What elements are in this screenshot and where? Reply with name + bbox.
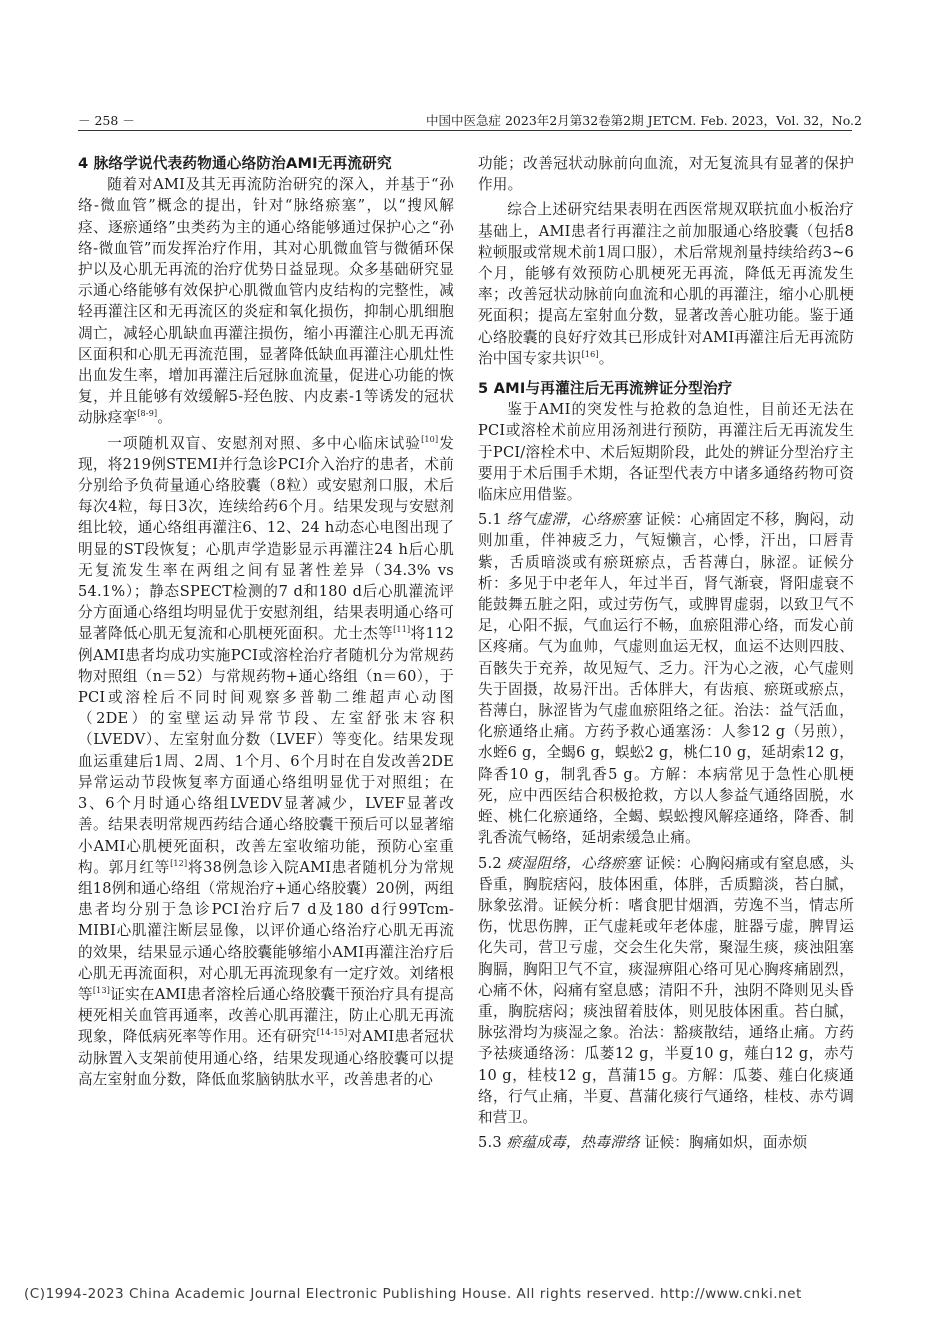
section-heading-4: 4 脉络学说代表药物通心络防治AMI无再流研究 [78, 155, 392, 172]
citation[interactable]: [16] [581, 349, 599, 359]
left-column [78, 153, 454, 1090]
citation[interactable]: [11] [393, 625, 411, 635]
syndrome-title: 络气虚滞，心络瘀塞 [506, 511, 641, 529]
citation[interactable]: [14-15] [316, 1028, 348, 1038]
journal-header: 中国中医急症 2023年2月第32卷第2期 JETCM. Feb. 2023，Vol. 32，No.2 [426, 113, 862, 128]
subsection-5-1: 5.1 络气虚滞，心络瘀塞 证候：心痛固定不移，胸闷，动则加重，伴神疲乏力，气短懒言，心悸，汗出，口唇青紫，舌质暗淡或有瘀斑瘀点，舌苔薄白，脉涩。证候分析：多见于中老年人，年过半百，肾气渐衰，肾阳虚衰不能鼓舞五脏之阳，或过劳伤气，或脾胃虚弱，以致卫气不足，心阳不振，气血运行不畅，血瘀阻滞心络，而发心前区疼痛。气为血帅，气虚则血运无权，血运不达则四肢、百骸失于充养，故见短气、乏力。汗为心之液，心气虚则失于固摄，故易汗出。舌体胖大，有齿痕、瘀斑或瘀点，苔薄白，脉涩皆为气虚血瘀阻络之征。治法：益气活血，化瘀通络止痛。方药予救心通塞汤：人参12 g（另煎），水蛭6 g，全蝎6 g，蜈蚣2 g，桃仁10 g，延胡索12 g，降香10 g，制乳香5 g。方解：本病常见于急性心肌梗死，应中西医结合积极抢救，方以人参益气通络固脱，水蛭、桃仁化瘀通络，全蝎、蜈蚣搜风解痉通络，降香、制乳香流气畅络，延胡索缓急止痛。 [478, 511, 854, 847]
syndrome-title: 痰湿阻络，心络瘀塞 [506, 854, 641, 872]
citation[interactable]: [12] [170, 858, 188, 868]
paragraph: 随着对AMI及其无再流防治研究的深入，并基于“孙络-微血管”概念的提出，针对“脉络瘀塞”，以“搜风解痉、逐瘀通络”虫类药为主的通心络能够通过保护心之“孙络-微血管”而发挥治疗作用，其对心肌微血管与微循环保护以及心肌无再流的治疗优势日益显现。众多基础研究显示通心络能够有效保护心肌微血管内皮结构的完整性，减轻再灌注区和无再流区的炎症和氧化损伤，抑制心肌细胞凋亡，减轻心肌缺血再灌注损伤，缩小再灌注心肌无再流区面积和心肌无再流范围，显著降低缺血再灌注心肌灶性出血发生率，增加再灌注后冠脉血流量，促进心功能的恢复，并且能够有效缓解5-羟色胺、内皮素-1等诱发的冠状动脉痉挛[8-9]。 [78, 176, 454, 427]
citation[interactable]: [10] [421, 434, 439, 444]
page-number: － 258 － [78, 113, 135, 128]
paragraph: 鉴于AMI的突发性与抢救的急迫性，目前还无法在PCI或溶栓术前应用汤剂进行预防，再灌注后无再流发生于PCI/溶栓术中、术后短期阶段，此处的辨证分型治疗主要用于术后围手术期，各证型代表方中诸多通络药物可资临床应用借鉴。 [478, 401, 854, 504]
section-heading-5: 5 AMI与再灌注后无再流辨证分型治疗 [478, 380, 733, 398]
header-rule [78, 130, 852, 131]
paragraph: 功能；改善冠状动脉前向血流，对无复流具有显著的保护作用。 [478, 155, 854, 194]
right-column [478, 153, 854, 1153]
copyright-footer: (C)1994-2023 China Academic Journal Electronic Publishing House. All rights reserved. http://www.cnki.net [24, 1286, 802, 1302]
paragraph: 综合上述研究结果表明在西医常规双联抗血小板治疗基础上，AMI患者行再灌注之前加服通心络胶囊（包括8粒顿服或常规术前1周口服），术后常规剂量持续给药3~6个月，能够有效预防心肌梗死无再流，降低无再流发生率；改善冠状动脉前向血流和心肌的再灌注，缩小心肌梗死面积；提高左室射血分数，显著改善心脏功能。鉴于通心络胶囊的良好疗效其已形成针对AMI再灌注后无再流防治中国专家共识[16]。 [478, 201, 854, 367]
subsection-5-3: 5.3 瘀蕴成毒，热毒滞络 证候：胸痛如炽，面赤烦 [478, 1134, 808, 1152]
citation[interactable]: [13] [92, 986, 111, 996]
paragraph: 一项随机双盲、安慰剂对照、多中心临床试验[10]发现，将219例STEMI并行急诊PCI介入治疗的患者，术前分别给予负荷量通心络胶囊（8粒）或安慰剂口服，术后每次4粒，每日3次，连续给药6个月。结果发现与安慰剂组比较，通心络组再灌注6、12、24 h动态心电图出现了明显的ST段恢复；心肌声学造影显示再灌注24 h后心肌无复流发生率在两组之间有显著性差异（34.3% vs 54.1%）；静态SPECT检测的7 d和180 d后心肌灌流评分方面通心络组均明显优于安慰剂组，结果表明通心络可显著降低心肌无复流和心肌梗死面积。尤士杰等[11]将112例AMI患者均成功实施PCI或溶栓治疗者随机分为常规药物对照组（n＝52）与常规药物+通心络组（n＝60），于PCI或溶栓后不同时间观察多普勒二维超声心动图（2DE）的室壁运动异常节段、左室舒张末容积（LVEDV）、左室射血分数（LVEF）等变化。结果发现血运重建后1周、2周、1个月、6个月时在自发改善2DE异常运动节段恢复率方面通心络组明显优于对照组；在3、6个月时通心络组LVEDV显著减少，LVEF显著改善。结果表明常规西药结合通心络胶囊干预后可以显著缩小AMI心肌梗死面积，改善左室收缩功能，预防心室重构。郭月红等[12]将38例急诊入院AMI患者随机分为常规组18例和通心络组（常规治疗+通心络胶囊）20例，两组患者均分别于急诊PCI治疗后7 d及180 d行99Tcm-MIBI心肌灌注断层显像，以评价通心络治疗心肌无再流的效果，结果显示通心络胶囊能够缩小AMI再灌注治疗后心肌无再流面积，对心肌无再流现象有一定疗效。刘绪根等[13]证实在AMI患者溶栓后通心络胶囊干预治疗具有提高梗死相关血管再通率，改善心肌再灌注，防止心肌无再流现象，降低病死率等作用。还有研究[14-15]对AMI患者冠状动脉置入支架前使用通心络，结果发现通心络胶囊可以提高左室射血分数，降低血浆脑钠肽水平，改善患者的心 [78, 434, 455, 1088]
syndrome-title: 瘀蕴成毒，热毒滞络 [506, 1134, 640, 1152]
citation[interactable]: [8-9] [137, 409, 158, 419]
subsection-5-2: 5.2 痰湿阻络，心络瘀塞 证候：心胸闷痛或有窒息感，头昏重，胸脘痞闷，肢体困重，体胖，舌质黯淡，苔白腻，脉象弦滑。证候分析：嗜食肥甘烟酒，劳逸不当，情志所伤，忧思伤脾，正气虚耗或年老体虚，脏器亏虚，脾胃运化失司，营卫亏虚，交会生化失常，聚湿生痰，痰浊阻塞胸膈，胸阳卫气不宣，痰湿痹阻心络可见心胸疼痛剧烈，心痛不休，闷痛有窒息感；清阳不升，浊阴不降则见头昏重，胸脘痞闷；痰浊留着肢体，则见肢体困重。苔白腻，脉弦滑均为痰湿之象。治法：豁痰散结，通络止痛。方药予祛痰通络汤：瓜蒌12 g，半夏10 g，薤白12 g，赤芍10 g，桂枝12 g，菖蒲15 g。方解：瓜蒌、薤白化痰通络，行气止痛，半夏、菖蒲化痰行气通络，桂枝、赤芍调和营卫。 [478, 854, 854, 1126]
